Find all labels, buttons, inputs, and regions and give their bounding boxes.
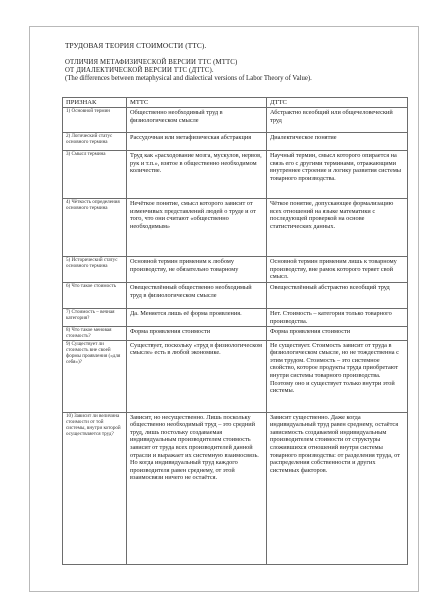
feature-cell: 2) Логический статус основного термина — [63, 133, 127, 151]
heading-line-2: ОТ ДИАЛЕКТИЧЕСКОЙ ВЕРСИИ ТТС (ДТТС). — [65, 67, 214, 74]
feature-cell: 10) Зависит ли величина стоимости от той системы, внутри которой осуществляется труд? — [63, 412, 127, 564]
feature-cell: 5) Исторический статус основного термина — [63, 257, 127, 283]
dtts-cell: Нет. Стоимость – категория только товарного производства. — [267, 309, 408, 327]
table-row — [63, 327, 408, 341]
mtts-cell: Основной термин применим к любому производству, не обязательно товарному — [127, 257, 267, 283]
table-header-row — [63, 98, 408, 108]
table-row — [63, 309, 408, 327]
dtts-cell: Диалектическое понятие — [267, 133, 408, 151]
dtts-cell: Основной термин применим лишь к товарному производству, вне рамок которого теряет свой смысл. — [267, 257, 408, 283]
feature-cell: 6) Что такое стоимость — [63, 283, 127, 309]
mtts-cell: Существует, поскольку «труд в физиологическом смысле» есть в любой экономике. — [127, 340, 267, 412]
table-row — [63, 108, 408, 133]
feature-cell: 9) Существует ли стоимость вне своей формы проявления («для себя»)? — [63, 340, 127, 412]
heading-line-3-english: (The differences between metaphysical and dialectical versions of Labor Theory of Value). — [65, 75, 312, 82]
document-title: ТРУДОВАЯ ТЕОРИЯ СТОИМОСТИ (ТТС). — [65, 41, 207, 50]
table-row — [63, 283, 408, 309]
mtts-cell: Общественно необходимый труд в физиологическом смысле — [127, 108, 267, 133]
mtts-cell: Да. Меняется лишь её форма проявления. — [127, 309, 267, 327]
mtts-cell: Труд как «расходование мозга, мускулов, нервов, рук и т.п.», взятое в общественно необходимом количестве. — [127, 151, 267, 199]
dtts-cell: Не существует. Стоимость зависит от труда в физиологическом смысле, но не тождественна с этим трудом. Стоимость – это системное свойство, которое продукты труда приобретают внутри системы товарного производства. Поэтому оно и существует только внутри этой системы. — [267, 340, 408, 412]
mtts-cell: Зависит, но несущественно. Лишь поскольку общественно необходимый труд – это средний труд, лишь постольку создаваемая индивидуальным производителем стоимость зависит от труда всех производителей данной отрасли и выражает их системную взаимосвязь. Но когда индивидуальный труд каждого производителя равен среднему, от этой взаимосвязи ничего не остаётся. — [127, 412, 267, 564]
dtts-cell: Зависит существенно. Даже когда индивидуальный труд равен среднему, остаётся зависимость создаваемой индивидуальным производителем стоимости от структуры сложившихся отношений внутри системы товарного производства: от разделения труда, от распределения собственности и других системных факторов. — [267, 412, 408, 564]
dtts-cell: Абстрактно всеобщий или общечеловеческий труд — [267, 108, 408, 133]
table-row — [63, 151, 408, 199]
table-row — [63, 257, 408, 283]
feature-cell: 1) Основной термин — [63, 108, 127, 133]
heading-line-1: ОТЛИЧИЯ МЕТАФИЗИЧЕСКОЙ ВЕРСИИ ТТС (МТТС) — [65, 59, 238, 66]
table-row — [63, 340, 408, 412]
header-feature: ПРИЗНАК — [63, 98, 127, 108]
table-row — [63, 199, 408, 257]
mtts-cell: Овеществлённый общественно необходимый труд в физиологическом смысле — [127, 283, 267, 309]
feature-cell: 8) Что такое меновая стоимость? — [63, 327, 127, 341]
dtts-cell: Чёткое понятие, допускающее формализацию всех отношений на языке математики с последующей проверкой на основе статистических данных. — [267, 199, 408, 257]
comparison-table — [62, 97, 408, 565]
mtts-cell: Нечёткое понятие, смысл которого зависит от изменчивых представлений людей о труде и от того, что они считают «общественно необходимым» — [127, 199, 267, 257]
dtts-cell: Овеществлённый абстрактно всеобщий труд — [267, 283, 408, 309]
document-page — [29, 26, 419, 592]
header-mtts: МТТС — [127, 98, 267, 108]
mtts-cell: Рассудочная или метафизическая абстракция — [127, 133, 267, 151]
table-row — [63, 412, 408, 564]
dtts-cell: Форма проявления стоимости — [267, 327, 408, 341]
feature-cell: 4) Чёткость определения основного термина — [63, 199, 127, 257]
feature-cell: 3) Смысл термина — [63, 151, 127, 199]
table-row — [63, 133, 408, 151]
mtts-cell: Форма проявления стоимости — [127, 327, 267, 341]
header-dtts: ДТТС — [267, 98, 408, 108]
dtts-cell: Научный термин, смысл которого опирается на связь его с другими терминами, отражающими внутреннее строение и логику развития системы товарного производства. — [267, 151, 408, 199]
feature-cell: 7) Стоимость – вечная категория? — [63, 309, 127, 327]
